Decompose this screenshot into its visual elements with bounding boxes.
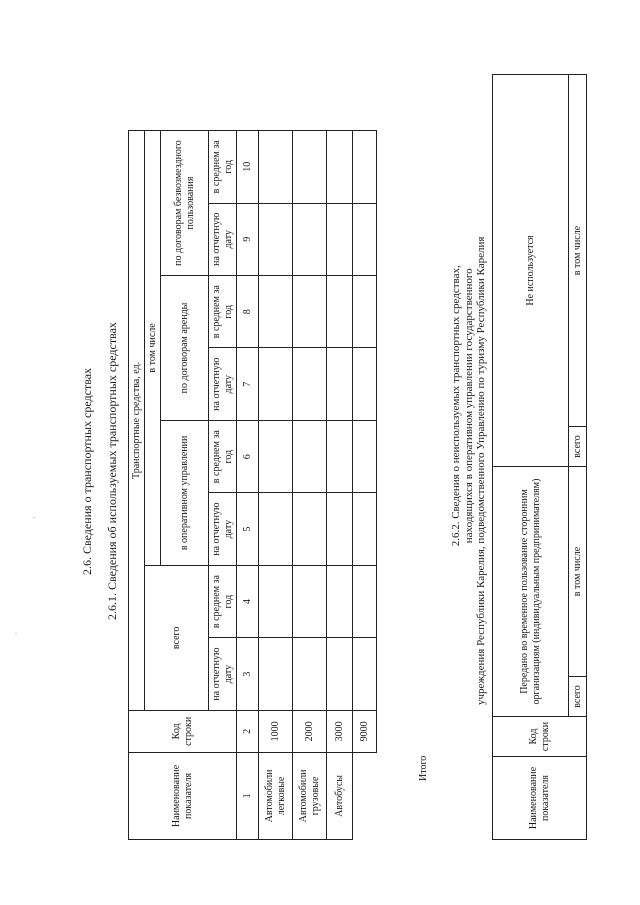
value-cell [353,276,377,348]
subsection-2-title-line: учреждения Республики Карелия, подведомственного Управлению по туризму Республики Карелия [475,236,488,705]
column-number: 5 [237,493,259,565]
scan-artifact: · [12,632,21,635]
used-transport-table [128,130,377,840]
value-cell [327,420,353,492]
row-name: Автобусы [327,752,353,839]
value-cell [353,420,377,492]
subsection-1-title: 2.6.1. Сведения об используемых транспортных средствах [105,322,119,620]
value-cell [259,203,293,275]
value-cell [259,638,293,710]
t2-header-total: всего [569,677,587,717]
column-number-row [237,131,259,840]
table-row [293,131,327,840]
value-cell [293,638,327,710]
t2-header-unused: Не используется [493,75,569,467]
row-code: 3000 [327,710,353,752]
row-name: Автомобили грузовые [293,752,327,839]
row-code: 2000 [293,710,327,752]
value-cell [353,131,377,204]
value-cell [353,638,377,710]
value-cell [293,203,327,275]
t2-header-including: в том числе [569,75,587,427]
row-code: 1000 [259,710,293,752]
value-cell [259,348,293,420]
header-at-date: на отчетную дату [209,493,237,565]
total-label-spacer [353,752,377,839]
header-avg-year: в среднем за год [209,131,237,204]
value-cell [293,420,327,492]
header-at-date: на отчетную дату [209,638,237,710]
header-free-use: по договорам безвозмездного пользования [161,131,209,276]
value-cell [327,131,353,204]
table-row [259,131,293,840]
value-cell [293,276,327,348]
column-number: 9 [237,203,259,275]
header-transport: Транспортные средства, ед. [129,131,145,711]
value-cell [293,131,327,204]
value-cell [353,565,377,637]
value-cell [353,493,377,565]
column-number: 10 [237,131,259,204]
column-number: 2 [237,710,259,752]
subsection-2-title [450,236,488,705]
value-cell [259,565,293,637]
total-row [353,131,377,840]
value-cell [327,565,353,637]
subsection-2-title-line: 2.6.2. Сведения о неиспользуемых транспортных средствах, [450,265,462,547]
column-number: 3 [237,638,259,710]
subsection-2-title-line: находящихся в оперативном управлении государственного [462,268,475,544]
header-name: Наименование показателя [129,752,237,839]
value-cell [259,131,293,204]
column-number: 4 [237,565,259,637]
header-at-date: на отчетную дату [209,348,237,420]
value-cell [327,493,353,565]
value-cell [327,348,353,420]
column-number: 8 [237,276,259,348]
header-total: всего [145,565,209,710]
value-cell [327,638,353,710]
t2-header-name: Наименование показателя [493,757,587,840]
header-avg-year: в среднем за год [209,276,237,348]
value-cell [353,348,377,420]
table-row [327,131,353,840]
value-cell [259,276,293,348]
value-cell [259,420,293,492]
t2-header-including: в том числе [569,467,587,677]
row-name: Автомобили легковые [259,752,293,839]
header-including: в том числе [145,131,161,566]
value-cell [293,565,327,637]
total-code: 9000 [353,710,377,752]
header-operative: в оперативном управлении [161,420,209,565]
column-number: 6 [237,420,259,492]
header-code: Код строки [129,710,237,752]
t2-header-lent: Передано во временное пользование сторонним организациям (индивидуальным предпринимателям) [493,467,569,717]
value-cell [259,493,293,565]
column-number: 1 [237,752,259,839]
unused-transport-table [492,74,587,840]
header-at-date: на отчетную дату [209,203,237,275]
scan-artifact: · [30,516,39,519]
value-cell [293,348,327,420]
value-cell [327,276,353,348]
header-avg-year: в среднем за год [209,420,237,492]
total-label: Итого [418,755,429,781]
t2-header-total: всего [569,427,587,467]
value-cell [293,493,327,565]
value-cell [327,203,353,275]
t2-header-code: Код строки [493,717,587,757]
value-cell [353,203,377,275]
header-lease: по договорам аренды [161,276,209,421]
header-avg-year: в среднем за год [209,565,237,637]
column-number: 7 [237,348,259,420]
section-title: 2.6. Сведения о транспортных средствах [80,367,94,575]
